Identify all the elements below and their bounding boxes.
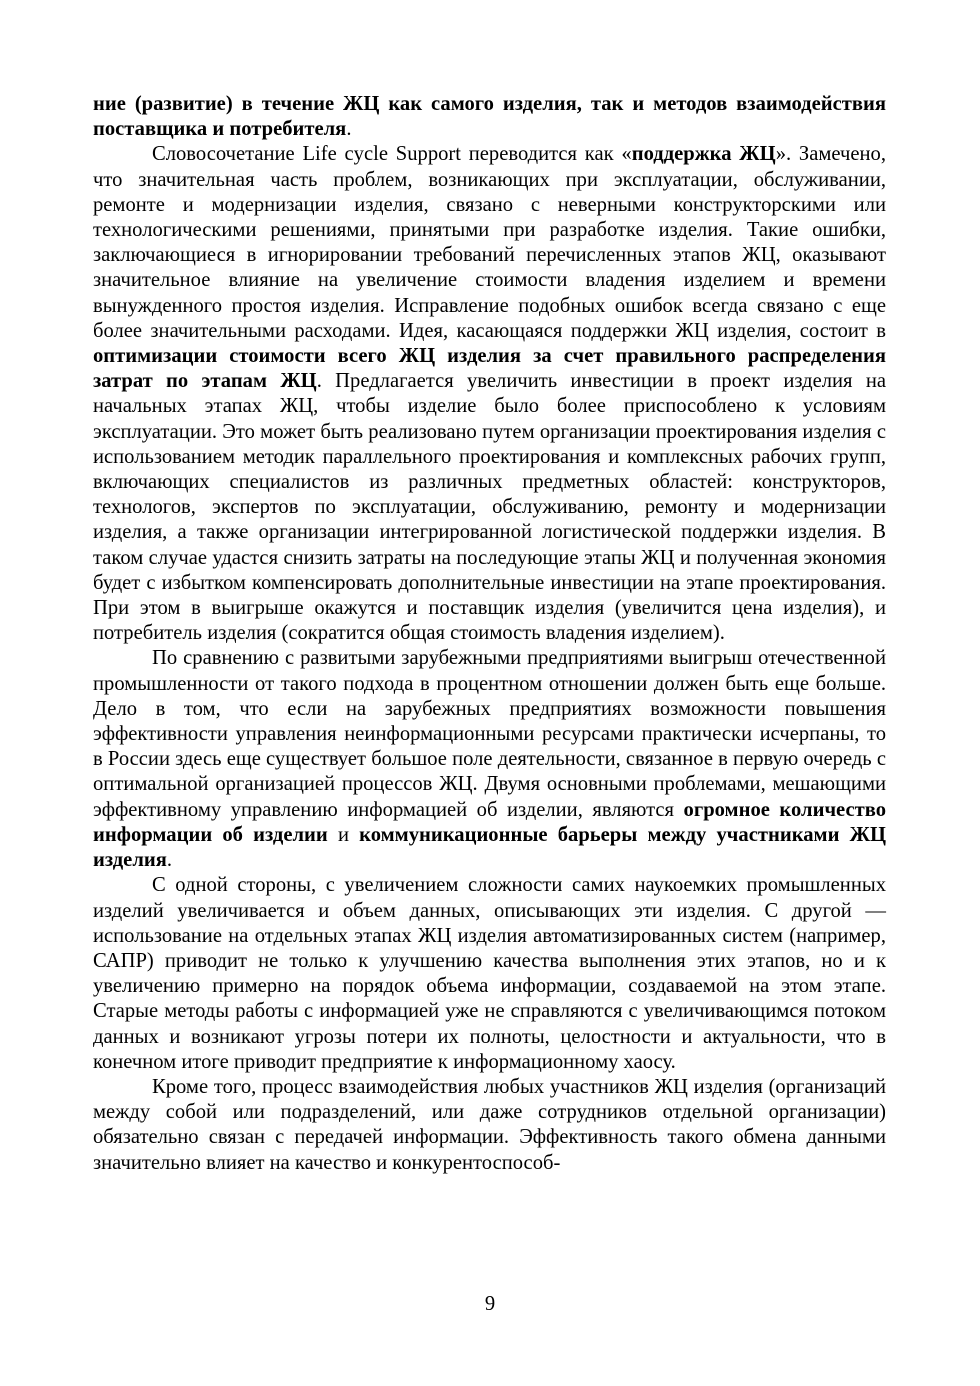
paragraph-3 bbox=[93, 873, 886, 1075]
text-segment: . bbox=[346, 118, 352, 141]
page-number: 9 bbox=[484, 1293, 496, 1315]
bold-text-segment: поддержка ЖЦ bbox=[631, 143, 776, 166]
text-segment: По сравнению с развитыми зарубежными предприятиями выигрыш отечественной промышленности от такого подхода в процентном отношении должен быть еще больше. Дело в том, что если на зарубежных предприятиях возможности повышения эффективности управления неинформационными ресурсами практически исчерпаны, то в России здесь еще существует большое поле деятельности, связанное в первую очередь с оптимальной организацией процессов ЖЦ. Двумя основными проблемами, мешающими эффективному управлению информацией об изделии, являются bbox=[93, 647, 886, 821]
paragraph-1 bbox=[93, 142, 886, 646]
document-page bbox=[93, 92, 886, 1176]
bold-text-segment: ние (развитие) в течение ЖЦ как самого изделия, так и методов взаимодействия поставщика и потребителя bbox=[93, 93, 886, 141]
text-segment: . bbox=[166, 849, 173, 872]
bold-text-segment: огромное количество информации об изделии bbox=[93, 798, 886, 846]
text-segment: ». Замечено, что значительная часть проблем, возникающих при эксплуатации, обслуживании, ремонте и модернизации изделия, связано с неверными конструкторскими или технологическими решениями, принятыми при разработке изделия. Такие ошибки, заключающиеся в игнорировании требований перечисленных этапов ЖЦ, оказывают значительное влияние на увеличение стоимости владения изделием и времени вынужденного простоя изделия. Исправление подобных ошибок всегда связано с еще более значительными расходами. Идея, касающаяся поддержки ЖЦ изделия, состоит в bbox=[93, 143, 886, 342]
text-segment: . Предлагается увеличить инвестиции в проект изделия на начальных этапах ЖЦ, чтобы изделие было более приспособлено к условиям эксплуатации. Это может быть реализовано путем организации проектирования изделия с использованием методик параллельного проектирования и комплексных рабочих групп, включающих специалистов из различных предметных областей: конструкторов, технологов, экспертов по эксплуатации, обслуживанию, ремонту и модернизации изделия, а также организации интегрированной логистической поддержки изделия. В таком случае удастся снизить затраты на последующие этапы ЖЦ и полученная экономия будет с избытком компенсировать дополнительные инвестиции на этапе проектирования. При этом в выигрыше окажутся и поставщик изделия (увеличится цена изделия), и потребитель изделия (сократится общая стоимость владения изделием). bbox=[93, 370, 886, 645]
text-segment: Кроме того, процесс взаимодействия любых участников ЖЦ изделия (организаций между собой или подразделений, или даже сотрудников отдельной организации) обязательно связан с передачей информации. Эффективность такого обмена данными значительно влияет на качество и конкурентоспособ- bbox=[93, 1075, 886, 1174]
paragraph-0 bbox=[93, 92, 886, 142]
bold-text-segment: коммуникационные барьеры между участниками ЖЦ изделия bbox=[93, 823, 886, 872]
text-segment: Словосочетание Life cycle Support переводится как « bbox=[152, 143, 632, 166]
paragraph-2 bbox=[93, 646, 886, 873]
text-segment: и bbox=[327, 823, 360, 846]
bold-text-segment: оптимизации стоимости всего ЖЦ изделия за счет правильного распределения затрат по этапам ЖЦ bbox=[93, 345, 886, 393]
text-segment: С одной стороны, с увеличением сложности самих наукоемких промышленных изделий увеличивается и объем данных, описывающих эти изделия. С другой — использование на отдельных этапах ЖЦ изделия автоматизированных систем (например, САПР) приводит не только к улучшению качества выполнения этих этапов, но и к увеличению примерно на порядок объема информации, создаваемой на этом этапе. Старые методы работы с информацией уже не справляются с увеличивающимся потоком данных и возникают угрозы потери их полноты, целостности и актуальности, что в конечном итоге приводит предприятие к информационному хаосу. bbox=[93, 874, 886, 1073]
paragraph-4 bbox=[93, 1075, 886, 1176]
